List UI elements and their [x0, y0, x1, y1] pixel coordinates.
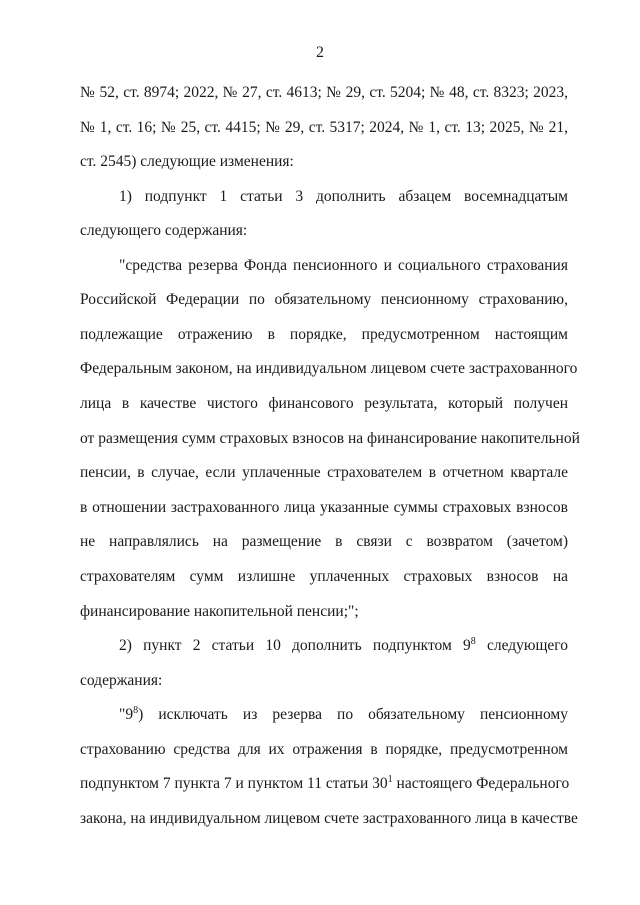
text-line: от размещения сумм страховых взносов на финансирование накопительной	[80, 430, 580, 447]
text-fragment: ) исключать из резерва по обязательному пенсионному	[138, 706, 568, 723]
superscript: 8	[133, 704, 139, 716]
page-number: 2	[316, 44, 324, 61]
text-line: ст. 2545) следующие изменения:	[80, 153, 294, 170]
text-fragment: следующего	[475, 637, 568, 654]
text-line: следующего содержания:	[80, 222, 248, 239]
text-line: Российской Федерации по обязательному пенсионному страхованию,	[80, 291, 568, 308]
text-fragment: настоящего Федерального	[392, 775, 570, 792]
text-line: подлежащие отражению в порядке, предусмотренном настоящим	[80, 326, 568, 343]
text-line: страхователям сумм излишне уплаченных страховых взносов на	[80, 568, 568, 585]
superscript: 8	[470, 635, 476, 647]
text-line: лица в качестве чистого финансового результата, который получен	[80, 395, 568, 412]
text-line: финансирование накопительной пенсии;";	[80, 603, 359, 620]
text-line	[119, 705, 568, 725]
text-line: "средства резерва Фонда пенсионного и социального страхования	[119, 257, 568, 274]
text-line: закона, на индивидуальном лицевом счете застрахованного лица в качестве	[80, 810, 578, 827]
text-line: пенсии, в случае, если уплаченные страхователем в отчетном квартале	[80, 464, 568, 481]
text-line: содержания:	[80, 672, 163, 689]
superscript: 1	[387, 773, 393, 785]
text-line: в отношении застрахованного лица указанные суммы страховых взносов	[80, 499, 568, 516]
text-fragment: подпунктом 7 пункта 7 и пунктом 11 статьи 30	[80, 775, 388, 792]
text-line: страхованию средства для их отражения в порядке, предусмотренном	[80, 741, 568, 758]
text-line: Федеральным законом, на индивидуальном лицевом счете застрахованного	[80, 360, 578, 377]
text-fragment: 2) пункт 2 статьи 10 дополнить подпунктом 9	[119, 637, 471, 654]
text-line: не направлялись на размещение в связи с возвратом (зачетом)	[80, 533, 568, 550]
text-line: № 52, ст. 8974; 2022, № 27, ст. 4613; № 29, ст. 5204; № 48, ст. 8323; 2023,	[80, 84, 568, 101]
text-line: № 1, ст. 16; № 25, ст. 4415; № 29, ст. 5317; 2024, № 1, ст. 13; 2025, № 21,	[80, 119, 568, 136]
text-line	[80, 774, 568, 794]
text-line: 1) подпункт 1 статьи 3 дополнить абзацем восемнадцатым	[119, 188, 568, 205]
text-line	[119, 636, 568, 656]
text-fragment: "9	[119, 706, 134, 723]
